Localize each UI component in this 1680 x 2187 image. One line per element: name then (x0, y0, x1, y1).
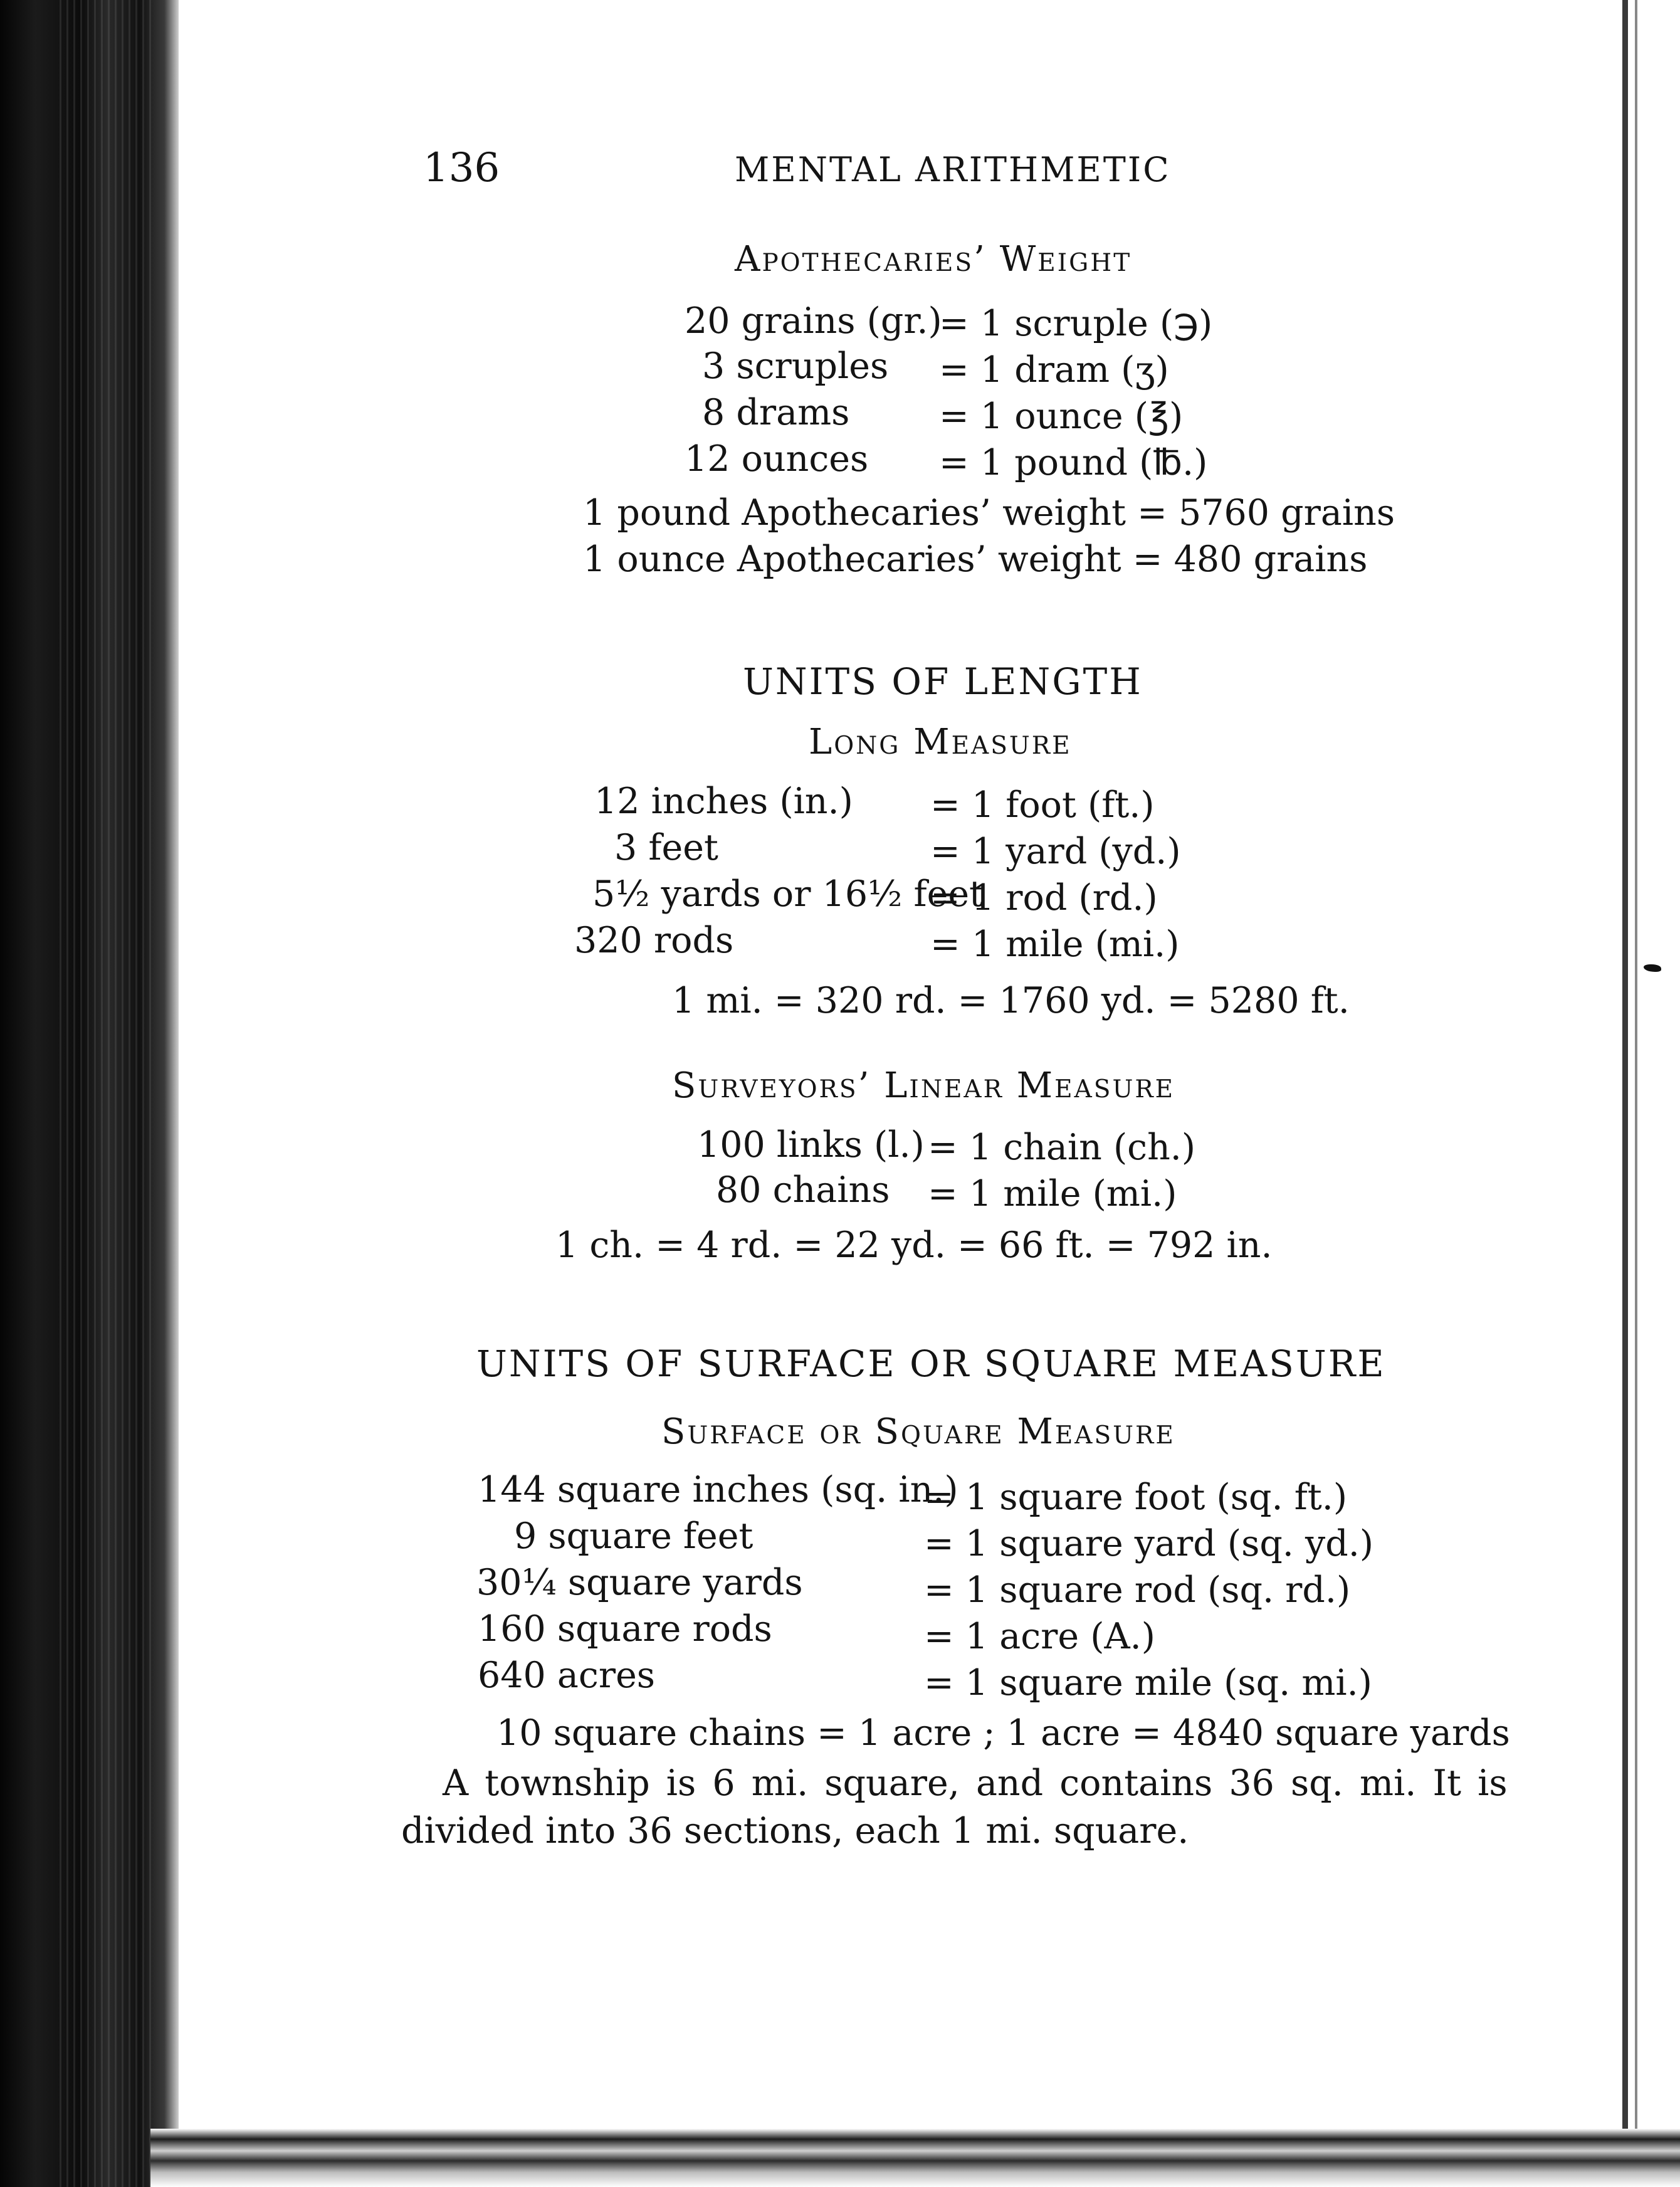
length-section-title: UNITS OF LENGTH (743, 660, 1143, 703)
apothecaries-row-left: 20 grains (gr.) (685, 300, 942, 342)
apothecaries-row-right: = 1 scruple (℈) (939, 303, 1213, 344)
surveyors-summary: 1 ch. = 4 rd. = 22 yd. = 66 ft. = 792 in. (555, 1225, 1273, 1266)
surface-row-right: = 1 square yard (sq. yd.) (924, 1523, 1374, 1564)
apothecaries-row-left: 12 ounces (685, 438, 869, 480)
township-paragraph-line2: divided into 36 sections, each 1 mi. square. (401, 1810, 1189, 1852)
surface-section-title: UNITS OF SURFACE OR SQUARE MEASURE (476, 1342, 1386, 1385)
long-measure-summary: 1 mi. = 320 rd. = 1760 yd. = 5280 ft. (672, 980, 1350, 1021)
apothecaries-row-right: = 1 ounce (℥) (939, 396, 1184, 437)
apothecaries-row-right: = 1 pound (℔.) (939, 442, 1208, 483)
apothecaries-row-right: = 1 dram (ʒ) (939, 349, 1169, 391)
surface-row-left: 9 square feet (514, 1515, 753, 1557)
surface-row-right: = 1 square rod (sq. rd.) (924, 1569, 1351, 1611)
long-measure-row-left: 5½ yards or 16½ feet (592, 873, 984, 915)
surface-row-left: 30¼ square yards (476, 1562, 803, 1603)
long-measure-row-right: = 1 rod (rd.) (930, 877, 1158, 919)
bottom-page-edge (150, 2129, 1680, 2187)
running-title: MENTAL ARITHMETIC (735, 150, 1171, 189)
surveyors-row-left: 100 links (l.) (697, 1124, 925, 1166)
right-page-edge (1622, 0, 1628, 2144)
surveyors-row-left: 80 chains (716, 1169, 890, 1211)
township-paragraph-line1: A township is 6 mi. square, and contains 36 sq. mi. It is (443, 1763, 1508, 1804)
apothecaries-row-left: 8 drams (702, 392, 850, 433)
surface-row-left: 160 square rods (478, 1608, 772, 1650)
page-number: 136 (423, 145, 500, 191)
apothecaries-summary-ounce: 1 ounce Apothecaries’ weight = 480 grains (583, 539, 1368, 580)
surface-heading: Surface or Square Measure (661, 1411, 1175, 1452)
right-page-edge-line (1635, 0, 1637, 2144)
surface-row-right: = 1 square mile (sq. mi.) (924, 1662, 1373, 1704)
apothecaries-heading: Apothecaries’ Weight (735, 239, 1132, 280)
long-measure-row-left: 3 feet (614, 827, 718, 868)
apothecaries-row-left: 3 scruples (702, 345, 889, 387)
long-measure-row-right: = 1 mile (mi.) (930, 924, 1180, 965)
surface-summary: 10 square chains = 1 acre ; 1 acre = 4840 square yards (496, 1712, 1510, 1754)
long-measure-row-left: 12 inches (in.) (594, 781, 853, 822)
surface-row-right: = 1 square foot (sq. ft.) (924, 1477, 1348, 1518)
apothecaries-summary-pound: 1 pound Apothecaries’ weight = 5760 grains (583, 492, 1395, 534)
long-measure-row-right: = 1 foot (ft.) (930, 784, 1155, 826)
surveyors-row-right: = 1 mile (mi.) (928, 1173, 1177, 1215)
surveyors-heading: Surveyors’ Linear Measure (672, 1065, 1175, 1106)
surface-row-left: 640 acres (478, 1655, 656, 1696)
long-measure-row-left: 320 rods (574, 920, 734, 961)
long-measure-row-right: = 1 yard (yd.) (930, 831, 1181, 872)
surface-row-right: = 1 acre (A.) (924, 1616, 1156, 1657)
surface-row-left: 144 square inches (sq. in.) (478, 1469, 958, 1510)
scan-speck (1644, 964, 1661, 972)
binding-page-edges (60, 0, 154, 2187)
long-measure-heading: Long Measure (809, 722, 1072, 762)
surveyors-row-right: = 1 chain (ch.) (928, 1127, 1196, 1168)
